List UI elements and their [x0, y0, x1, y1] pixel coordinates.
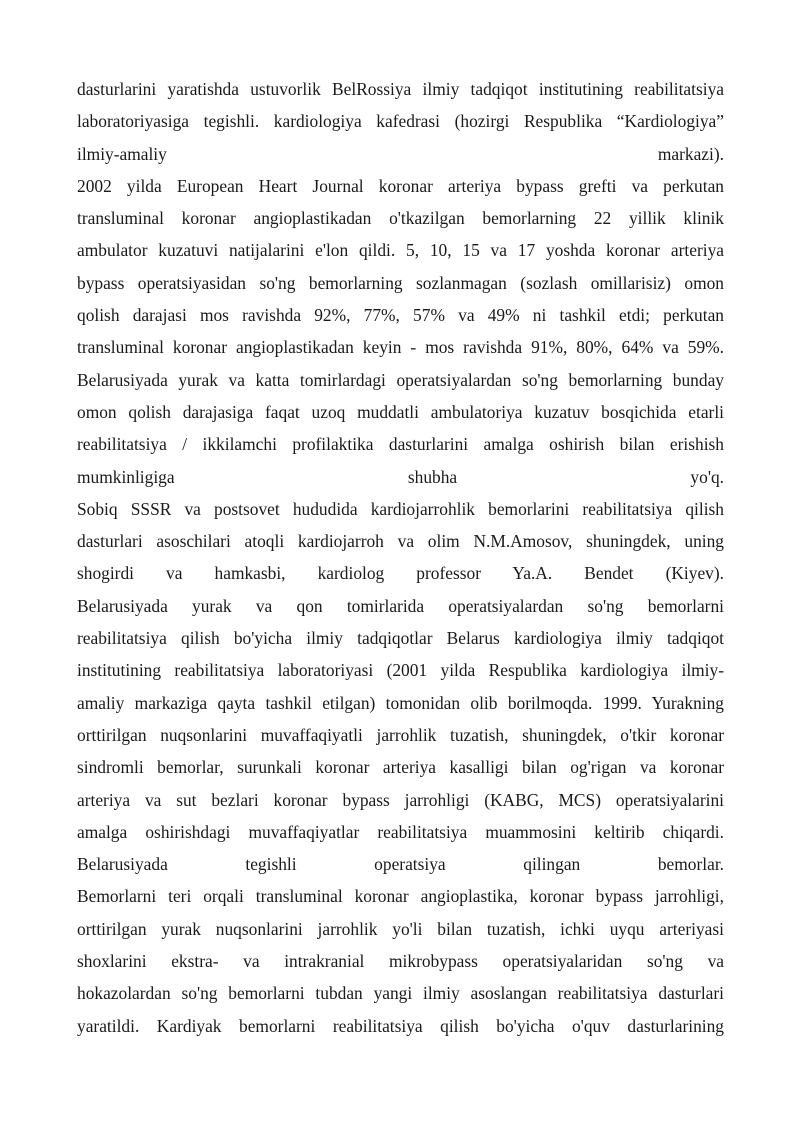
text-line: transluminal koronar angioplastikadan o'tkazilgan bemorlarning 22 yillik klinik	[77, 208, 724, 229]
text-line: hokazolardan so'ng bemorlarni tubdan yangi ilmiy asoslangan reabilitatsiya dasturlari	[77, 983, 724, 1004]
text-line: dasturlarini yaratishda ustuvorlik BelRossiya ilmiy tadqiqot institutining reabilitatsiya	[77, 79, 724, 99]
text-line: Sobiq SSSR va postsovet hududida kardiojarrohlik bemorlarini reabilitatsiya qilish	[77, 498, 724, 519]
text-line: orttirilgan nuqsonlarini muvaffaqiyatli jarrohlik tuzatish, shuningdek, o'tkir koronar	[77, 724, 724, 745]
text-line: Bemorlarni teri orqali transluminal koronar angioplastika, koronar bypass jarrohligi,	[77, 886, 724, 907]
text-line: yaratildi. Kardiyak bemorlarni reabilitatsiya qilish bo'yicha o'quv dasturlarining	[77, 1015, 724, 1036]
text-line: bypass operatsiyasidan so'ng bemorlarning sozlanmagan (sozlash omillarisiz) omon	[77, 272, 724, 293]
text-line: Belarusiyada yurak va katta tomirlardagi operatsiyalardan so'ng bemorlarning bunday	[77, 369, 724, 390]
document-page	[77, 73, 724, 1042]
body-text	[77, 73, 724, 1042]
text-line: transluminal koronar angioplastikadan keyin - mos ravishda 91%, 80%, 64% va 59%.	[77, 337, 724, 358]
text-line: mumkinligiga shubha yo'q.	[77, 466, 724, 487]
text-line: amaliy markaziga qayta tashkil etilgan) tomonidan olib borilmoqda. 1999. Yurakning	[77, 692, 724, 713]
text-line: amalga oshirishdagi muvaffaqiyatlar reabilitatsiya muammosini keltirib chiqardi.	[77, 821, 724, 842]
text-line: 2002 yilda European Heart Journal koronar arteriya bypass grefti va perkutan	[77, 175, 724, 196]
text-line: reabilitatsiya qilish bo'yicha ilmiy tadqiqotlar Belarus kardiologiya ilmiy tadqiqot	[77, 628, 724, 649]
text-line: orttirilgan yurak nuqsonlarini jarrohlik yo'li bilan tuzatish, ichki uyqu arteriyasi	[77, 918, 724, 939]
text-line: sindromli bemorlar, surunkali koronar arteriya kasalligi bilan og'rigan va koronar	[77, 757, 724, 778]
text-line: omon qolish darajasiga faqat uzoq muddatli ambulatoriya kuzatuv bosqichida etarli	[77, 401, 724, 422]
text-line: ilmiy-amaliy markazi).	[77, 143, 724, 164]
text-line: shoxlarini ekstra- va intrakranial mikrobypass operatsiyalaridan so'ng va	[77, 951, 724, 972]
text-line: arteriya va sut bezlari koronar bypass jarrohligi (KABG, MCS) operatsiyalarini	[77, 789, 724, 810]
text-line: shogirdi va hamkasbi, kardiolog professor Ya.A. Bendet (Kiyev).	[77, 563, 724, 584]
text-line: reabilitatsiya / ikkilamchi profilaktika dasturlarini amalga oshirish bilan erishish	[77, 434, 724, 455]
text-line: qolish darajasi mos ravishda 92%, 77%, 57% va 49% ni tashkil etdi; perkutan	[77, 305, 724, 326]
text-line: Belarusiyada tegishli operatsiya qilingan bemorlar.	[77, 854, 724, 875]
text-line: institutining reabilitatsiya laboratoriyasi (2001 yilda Respublika kardiologiya ilmiy-	[77, 660, 724, 681]
text-line: laboratoriyasiga tegishli. kardiologiya kafedrasi (hozirgi Respublika “Kardiologiya”	[77, 111, 724, 132]
text-line: ambulator kuzatuvi natijalarini e'lon qildi. 5, 10, 15 va 17 yoshda koronar arteriya	[77, 240, 724, 261]
text-line: dasturlari asoschilari atoqli kardiojarroh va olim N.M.Amosov, shuningdek, uning	[77, 531, 724, 552]
text-line: Belarusiyada yurak va qon tomirlarida operatsiyalardan so'ng bemorlarni	[77, 595, 724, 616]
